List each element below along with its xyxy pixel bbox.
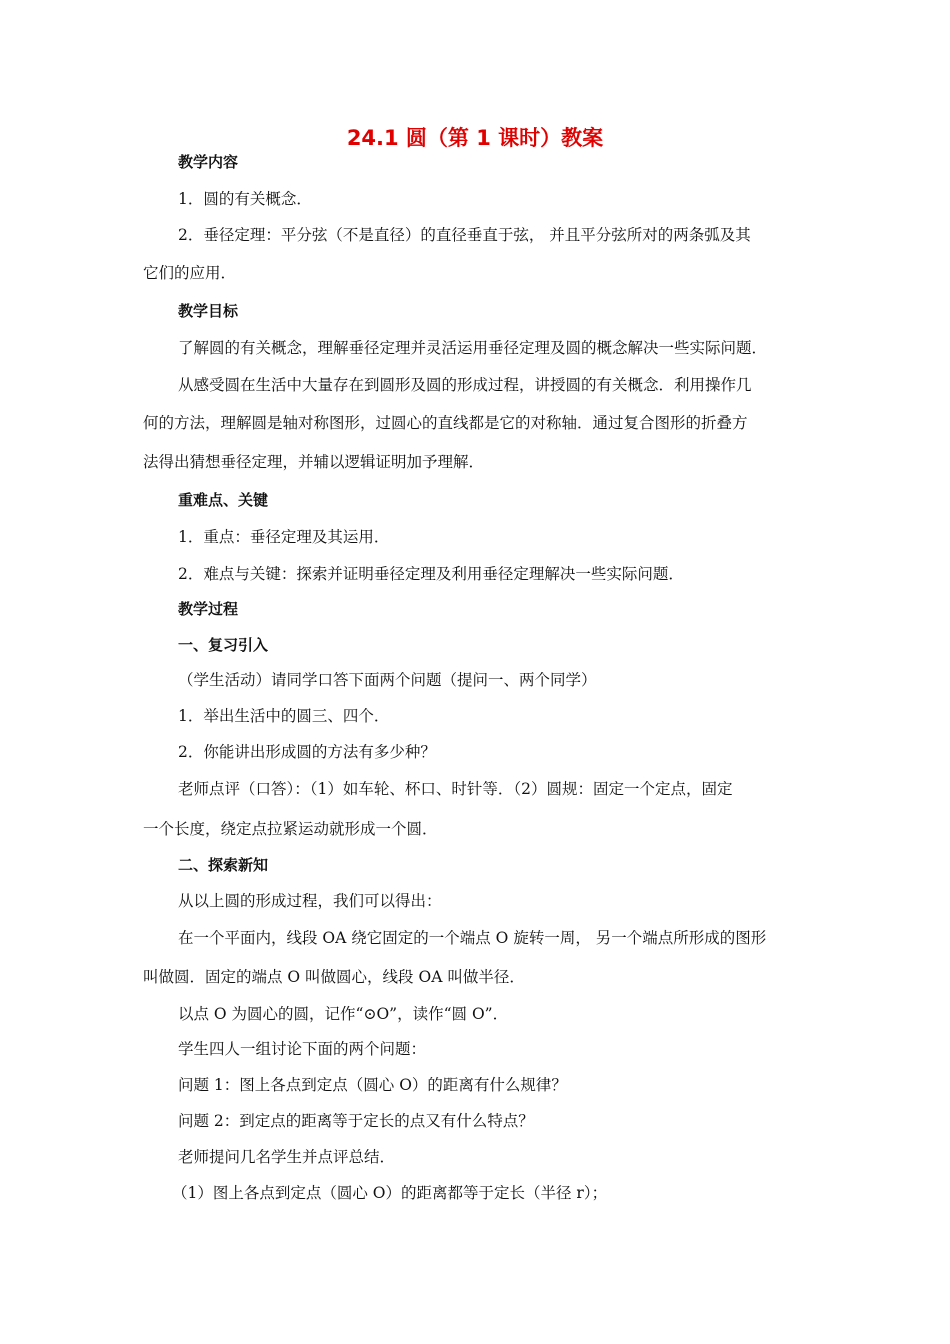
paragraph: 问题 2：到定点的距离等于定长的点又有什么特点？: [178, 1112, 534, 1130]
paragraph: 叫做圆．固定的端点 O 叫做圆心，线段 OA 叫做半径．: [143, 968, 525, 986]
paragraph: 1．重点：垂径定理及其运用．: [178, 528, 390, 546]
heading-teaching-goals: 教学目标: [178, 302, 239, 320]
heading-key-points: 重难点、关键: [178, 491, 269, 509]
paragraph: 老师提问几名学生并点评总结．: [178, 1148, 396, 1166]
paragraph: （1）图上各点到定点（圆心 O）的距离都等于定长（半径 r）；: [172, 1184, 608, 1202]
paragraph: 1．举出生活中的圆三、四个．: [178, 707, 390, 725]
heading-teaching-content: 教学内容: [178, 153, 239, 171]
paragraph: 它们的应用．: [143, 264, 237, 282]
paragraph: 从以上圆的形成过程，我们可以得出：: [178, 892, 442, 910]
paragraph: 问题 1：图上各点到定点（圆心 O）的距离有什么规律？: [178, 1076, 567, 1094]
heading-explore: 二、探索新知: [178, 856, 269, 874]
heading-teaching-process: 教学过程: [178, 600, 239, 618]
paragraph: 从感受圆在生活中大量存在到圆形及圆的形成过程，讲授圆的有关概念．利用操作几: [178, 376, 752, 394]
paragraph: 在一个平面内，线段 OA 绕它固定的一个端点 O 旋转一周， 另一个端点所形成的图形: [178, 929, 767, 947]
paragraph: 老师点评（口答）：（1）如车轮、杯口、时针等．（2）圆规：固定一个定点，固定: [178, 780, 733, 798]
paragraph: 了解圆的有关概念，理解垂径定理并灵活运用垂径定理及圆的概念解决一些实际问题．: [178, 339, 768, 357]
page-title: 24.1 圆（第 1 课时）教案: [346, 126, 604, 150]
paragraph: 何的方法，理解圆是轴对称图形，过圆心的直线都是它的对称轴．通过复合图形的折叠方: [143, 414, 748, 432]
paragraph: 2．难点与关键：探索并证明垂径定理及利用垂径定理解决一些实际问题．: [178, 565, 684, 583]
paragraph: 2．垂径定理：平分弦（不是直径）的直径垂直于弦， 并且平分弦所对的两条弧及其: [178, 226, 751, 244]
paragraph: 2．你能讲出形成圆的方法有多少种？: [178, 743, 436, 761]
heading-review: 一、复习引入: [178, 636, 269, 654]
paragraph: 学生四人一组讨论下面的两个问题：: [178, 1040, 427, 1058]
paragraph: 一个长度，绕定点拉紧运动就形成一个圆．: [143, 820, 438, 838]
paragraph: （学生活动）请同学口答下面两个问题（提问一、两个同学）: [178, 671, 597, 689]
paragraph: 以点 O 为圆心的圆，记作“⊙O”，读作“圆 O”．: [178, 1005, 509, 1023]
paragraph: 法得出猜想垂径定理，并辅以逻辑证明加予理解．: [143, 453, 485, 471]
paragraph: 1．圆的有关概念．: [178, 190, 312, 208]
